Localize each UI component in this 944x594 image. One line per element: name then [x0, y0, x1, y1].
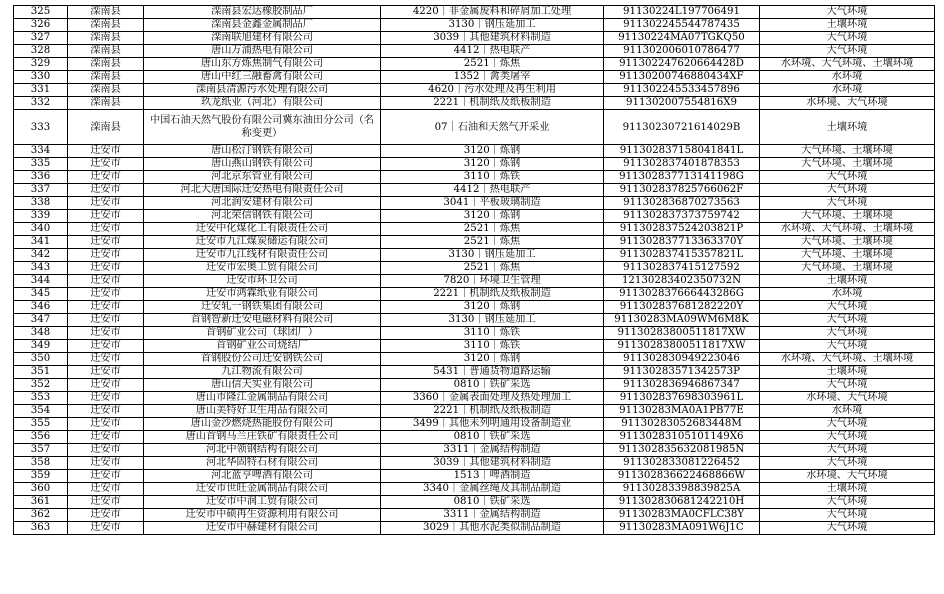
environment-type-cell: 大气环境、土壤环境	[760, 145, 935, 158]
environment-type-cell: 大气环境	[760, 184, 935, 197]
company-name-cell: 河北荣信钢铁有限公司	[144, 210, 381, 223]
industry-cell: 5431｜普通货物道路运输	[381, 366, 604, 379]
environment-type-cell: 大气环境	[760, 457, 935, 470]
company-name-cell: 唐山信天实业有限公司	[144, 379, 381, 392]
company-name-cell: 唐山万浦热电有限公司	[144, 45, 381, 58]
industry-cell: 3340｜金属丝绳及其制品制造	[381, 483, 604, 496]
row-number-cell: 338	[14, 197, 68, 210]
county-cell: 滦南县	[68, 110, 144, 145]
industry-cell: 4412｜热电联产	[381, 45, 604, 58]
company-name-cell: 唐山市隆江金属制品有限公司	[144, 392, 381, 405]
company-name-cell: 唐山首钢马兰庄铁矿有限责任公司	[144, 431, 381, 444]
company-name-cell: 迁安市中硕再生资源利用有限公司	[144, 509, 381, 522]
table-row	[14, 249, 935, 262]
credit-code-cell: 911302837415357821L	[604, 249, 760, 262]
table-row	[14, 58, 935, 71]
table-row	[14, 145, 935, 158]
table-body	[14, 6, 935, 535]
environment-type-cell: 大气环境	[760, 431, 935, 444]
county-cell: 滦南县	[68, 84, 144, 97]
environment-type-cell: 大气环境	[760, 327, 935, 340]
industry-cell: 1513｜啤酒制造	[381, 470, 604, 483]
industry-cell: 1352｜禽类屠宰	[381, 71, 604, 84]
environment-type-cell: 大气环境、土壤环境	[760, 262, 935, 275]
industry-cell: 2521｜炼焦	[381, 262, 604, 275]
environment-type-cell: 大气环境	[760, 509, 935, 522]
environment-type-cell: 土壤环境	[760, 483, 935, 496]
row-number-cell: 346	[14, 301, 68, 314]
county-cell: 迁安市	[68, 236, 144, 249]
industry-cell: 3120｜炼钢	[381, 158, 604, 171]
credit-code-cell: 91130283MA09WM6M8K	[604, 314, 760, 327]
row-number-cell: 334	[14, 145, 68, 158]
environment-type-cell: 大气环境	[760, 418, 935, 431]
enterprise-table	[13, 5, 935, 535]
county-cell: 迁安市	[68, 327, 144, 340]
county-cell: 迁安市	[68, 457, 144, 470]
industry-cell: 3360｜金属表面处理及热处理加工	[381, 392, 604, 405]
company-name-cell: 滦南县清源污水处理有限公司	[144, 84, 381, 97]
credit-code-cell: 911302007554816X9	[604, 97, 760, 110]
county-cell: 迁安市	[68, 249, 144, 262]
county-cell: 迁安市	[68, 392, 144, 405]
company-name-cell: 河北华固特石材有限公司	[144, 457, 381, 470]
company-name-cell: 迁安轧一钢铁集团有限公司	[144, 301, 381, 314]
credit-code-cell: 911302245544787435	[604, 19, 760, 32]
environment-type-cell: 水环境	[760, 288, 935, 301]
county-cell: 滦南县	[68, 6, 144, 19]
industry-cell: 0810｜铁矿采选	[381, 496, 604, 509]
company-name-cell: 九江物流有限公司	[144, 366, 381, 379]
company-name-cell: 滦南县宏达橡胶制品厂	[144, 6, 381, 19]
row-number-cell: 341	[14, 236, 68, 249]
credit-code-cell: 911302837666443286G	[604, 288, 760, 301]
industry-cell: 3499｜其他未列明通用设备制造业	[381, 418, 604, 431]
row-number-cell: 335	[14, 158, 68, 171]
environment-type-cell: 大气环境	[760, 301, 935, 314]
industry-cell: 3029｜其他水泥类似制品制造	[381, 522, 604, 535]
county-cell: 迁安市	[68, 223, 144, 236]
county-cell: 迁安市	[68, 301, 144, 314]
credit-code-cell: 911302837713141198G	[604, 171, 760, 184]
row-number-cell: 360	[14, 483, 68, 496]
table-row	[14, 418, 935, 431]
credit-code-cell: 91130283MA0CFLC38Y	[604, 509, 760, 522]
row-number-cell: 345	[14, 288, 68, 301]
row-number-cell: 359	[14, 470, 68, 483]
county-cell: 迁安市	[68, 405, 144, 418]
row-number-cell: 339	[14, 210, 68, 223]
company-name-cell: 河北蓝亨啤酒有限公司	[144, 470, 381, 483]
environment-type-cell: 水环境、大气环境	[760, 470, 935, 483]
environment-type-cell: 大气环境、土壤环境	[760, 158, 935, 171]
row-number-cell: 353	[14, 392, 68, 405]
credit-code-cell: 911302837524203821P	[604, 223, 760, 236]
table-row	[14, 84, 935, 97]
industry-cell: 3120｜炼钢	[381, 353, 604, 366]
row-number-cell: 336	[14, 171, 68, 184]
table-row	[14, 45, 935, 58]
row-number-cell: 354	[14, 405, 68, 418]
credit-code-cell: 91130283800511817XW	[604, 327, 760, 340]
industry-cell: 3039｜其他建筑材料制造	[381, 457, 604, 470]
credit-code-cell: 911302830949223046	[604, 353, 760, 366]
row-number-cell: 332	[14, 97, 68, 110]
company-name-cell: 迁安市环卫公司	[144, 275, 381, 288]
environment-type-cell: 大气环境	[760, 197, 935, 210]
table-row	[14, 353, 935, 366]
company-name-cell: 河北润安建材有限公司	[144, 197, 381, 210]
industry-cell: 4620｜污水处理及再生利用	[381, 84, 604, 97]
county-cell: 迁安市	[68, 418, 144, 431]
environment-type-cell: 水环境	[760, 71, 935, 84]
credit-code-cell: 91130283MA0A1PB77E	[604, 405, 760, 418]
environment-type-cell: 水环境、大气环境、土壤环境	[760, 223, 935, 236]
company-name-cell: 迁安市中润工贸有限公司	[144, 496, 381, 509]
credit-code-cell: 911302836622468866W	[604, 470, 760, 483]
company-name-cell: 首钢股份公司迁安钢铁公司	[144, 353, 381, 366]
environment-type-cell: 大气环境、土壤环境	[760, 210, 935, 223]
company-name-cell: 玖龙纸业（河北）有限公司	[144, 97, 381, 110]
row-number-cell: 344	[14, 275, 68, 288]
table-row	[14, 483, 935, 496]
company-name-cell: 迁安中化煤化工有限责任公司	[144, 223, 381, 236]
credit-code-cell: 12130283402350732N	[604, 275, 760, 288]
industry-cell: 3041｜平板玻璃制造	[381, 197, 604, 210]
credit-code-cell: 911302833081226452	[604, 457, 760, 470]
county-cell: 迁安市	[68, 145, 144, 158]
environment-type-cell: 水环境、大气环境、土壤环境	[760, 58, 935, 71]
industry-cell: 2221｜机制纸及纸板制造	[381, 288, 604, 301]
county-cell: 迁安市	[68, 171, 144, 184]
table-row	[14, 496, 935, 509]
row-number-cell: 361	[14, 496, 68, 509]
row-number-cell: 337	[14, 184, 68, 197]
industry-cell: 3120｜炼钢	[381, 210, 604, 223]
credit-code-cell: 91130283800511817XW	[604, 340, 760, 353]
industry-cell: 4220｜非金属废料和碎屑加工处理	[381, 6, 604, 19]
credit-code-cell: 911302837158041841L	[604, 145, 760, 158]
industry-cell: 3110｜炼铁	[381, 327, 604, 340]
county-cell: 迁安市	[68, 522, 144, 535]
credit-code-cell: 91130224MA07TGKQ50	[604, 32, 760, 45]
table-row	[14, 223, 935, 236]
county-cell: 迁安市	[68, 444, 144, 457]
environment-type-cell: 大气环境	[760, 340, 935, 353]
row-number-cell: 363	[14, 522, 68, 535]
table-row	[14, 262, 935, 275]
industry-cell: 3130｜钢压延加工	[381, 314, 604, 327]
table-row	[14, 379, 935, 392]
credit-code-cell: 911302835632081985N	[604, 444, 760, 457]
county-cell: 滦南县	[68, 32, 144, 45]
county-cell: 滦南县	[68, 19, 144, 32]
county-cell: 迁安市	[68, 509, 144, 522]
county-cell: 滦南县	[68, 71, 144, 84]
county-cell: 迁安市	[68, 366, 144, 379]
table-row	[14, 236, 935, 249]
county-cell: 迁安市	[68, 158, 144, 171]
county-cell: 迁安市	[68, 275, 144, 288]
row-number-cell: 326	[14, 19, 68, 32]
table-row	[14, 6, 935, 19]
company-name-cell: 唐山金沙燃烧热能股份有限公司	[144, 418, 381, 431]
row-number-cell: 329	[14, 58, 68, 71]
credit-code-cell: 911302837415127592	[604, 262, 760, 275]
environment-type-cell: 土壤环境	[760, 366, 935, 379]
industry-cell: 7820｜环境卫生管理	[381, 275, 604, 288]
table-row	[14, 275, 935, 288]
table-row	[14, 509, 935, 522]
credit-code-cell: 911302247620664428D	[604, 58, 760, 71]
company-name-cell: 河北京东管业有限公司	[144, 171, 381, 184]
company-name-cell: 迁安市中赫建材有限公司	[144, 522, 381, 535]
credit-code-cell: 911302006010786477	[604, 45, 760, 58]
table-row	[14, 32, 935, 45]
company-name-cell: 迁安市世旺金属制品有限公司	[144, 483, 381, 496]
environment-type-cell: 水环境	[760, 84, 935, 97]
county-cell: 迁安市	[68, 210, 144, 223]
row-number-cell: 343	[14, 262, 68, 275]
company-name-cell: 首钢矿业公司（球团厂）	[144, 327, 381, 340]
industry-cell: 3130｜钢压延加工	[381, 19, 604, 32]
credit-code-cell: 911302245533457896	[604, 84, 760, 97]
company-name-cell: 唐山中红三融畜禽有限公司	[144, 71, 381, 84]
company-name-cell: 唐山东方炼焦制气有限公司	[144, 58, 381, 71]
environment-type-cell: 土壤环境	[760, 110, 935, 145]
row-number-cell: 348	[14, 327, 68, 340]
environment-type-cell: 大气环境	[760, 171, 935, 184]
industry-cell: 2221｜机制纸及纸板制造	[381, 405, 604, 418]
environment-type-cell: 水环境、大气环境、土壤环境	[760, 353, 935, 366]
county-cell: 迁安市	[68, 197, 144, 210]
county-cell: 迁安市	[68, 184, 144, 197]
row-number-cell: 351	[14, 366, 68, 379]
county-cell: 迁安市	[68, 470, 144, 483]
credit-code-cell: 91130230721614029B	[604, 110, 760, 145]
environment-type-cell: 大气环境	[760, 379, 935, 392]
company-name-cell: 首钢矿业公司烧结厂	[144, 340, 381, 353]
industry-cell: 3110｜炼铁	[381, 340, 604, 353]
company-name-cell: 唐山燕山钢铁有限公司	[144, 158, 381, 171]
county-cell: 迁安市	[68, 431, 144, 444]
table-row	[14, 288, 935, 301]
table-row	[14, 405, 935, 418]
table-row	[14, 158, 935, 171]
industry-cell: 2521｜炼焦	[381, 58, 604, 71]
table-row	[14, 327, 935, 340]
industry-cell: 2221｜机制纸及纸板制造	[381, 97, 604, 110]
county-cell: 迁安市	[68, 340, 144, 353]
table-row	[14, 314, 935, 327]
row-number-cell: 352	[14, 379, 68, 392]
table-row	[14, 457, 935, 470]
county-cell: 滦南县	[68, 45, 144, 58]
table-row	[14, 184, 935, 197]
company-name-cell: 中国石油天然气股份有限公司冀东油田分公司（名称变更）	[144, 110, 381, 145]
row-number-cell: 358	[14, 457, 68, 470]
company-name-cell: 河北大唐国际迁安热电有限责任公司	[144, 184, 381, 197]
company-name-cell: 滦南联旭建材有限公司	[144, 32, 381, 45]
county-cell: 迁安市	[68, 379, 144, 392]
table-row	[14, 431, 935, 444]
row-number-cell: 328	[14, 45, 68, 58]
county-cell: 迁安市	[68, 483, 144, 496]
credit-code-cell: 91130283052683448M	[604, 418, 760, 431]
environment-type-cell: 土壤环境	[760, 19, 935, 32]
industry-cell: 3110｜炼铁	[381, 171, 604, 184]
environment-type-cell: 大气环境	[760, 32, 935, 45]
company-name-cell: 迁安市宏奥工贸有限公司	[144, 262, 381, 275]
environment-type-cell: 大气环境	[760, 45, 935, 58]
industry-cell: 0810｜铁矿采选	[381, 379, 604, 392]
row-number-cell: 333	[14, 110, 68, 145]
environment-type-cell: 水环境	[760, 405, 935, 418]
company-name-cell: 唐山美特好卫生用品有限公司	[144, 405, 381, 418]
company-name-cell: 迁安市九江煤炭储运有限公司	[144, 236, 381, 249]
credit-code-cell: 911302837681282220Y	[604, 301, 760, 314]
industry-cell: 3120｜炼钢	[381, 301, 604, 314]
credit-code-cell: 911302837713363370Y	[604, 236, 760, 249]
table-row	[14, 110, 935, 145]
credit-code-cell: 91130283398839825A	[604, 483, 760, 496]
industry-cell: 3120｜炼钢	[381, 145, 604, 158]
environment-type-cell: 大气环境	[760, 496, 935, 509]
row-number-cell: 340	[14, 223, 68, 236]
county-cell: 滦南县	[68, 58, 144, 71]
credit-code-cell: 91130283105101149X6	[604, 431, 760, 444]
table-row	[14, 97, 935, 110]
company-name-cell: 滦南县金鑫金属制品厂	[144, 19, 381, 32]
credit-code-cell: 911302837825766062F	[604, 184, 760, 197]
environment-type-cell: 大气环境、土壤环境	[760, 249, 935, 262]
county-cell: 迁安市	[68, 353, 144, 366]
row-number-cell: 349	[14, 340, 68, 353]
industry-cell: 3039｜其他建筑材料制造	[381, 32, 604, 45]
credit-code-cell: 911302837401878353	[604, 158, 760, 171]
credit-code-cell: 911302830681242210H	[604, 496, 760, 509]
table-row	[14, 19, 935, 32]
credit-code-cell: 91130200746880434XF	[604, 71, 760, 84]
credit-code-cell: 911302836870273563	[604, 197, 760, 210]
company-name-cell: 迁安市鸿霖纸业有限公司	[144, 288, 381, 301]
environment-type-cell: 大气环境	[760, 314, 935, 327]
table-row	[14, 522, 935, 535]
credit-code-cell: 911302836946867347	[604, 379, 760, 392]
county-cell: 迁安市	[68, 496, 144, 509]
row-number-cell: 325	[14, 6, 68, 19]
company-name-cell: 首钢智新迁安电磁材料有限公司	[144, 314, 381, 327]
table-row	[14, 392, 935, 405]
credit-code-cell: 91130283MA091W6J1C	[604, 522, 760, 535]
environment-type-cell: 大气环境	[760, 444, 935, 457]
environment-type-cell: 土壤环境	[760, 275, 935, 288]
company-name-cell: 迁安市九江线材有限责任公司	[144, 249, 381, 262]
company-name-cell: 河北中领钢结构有限公司	[144, 444, 381, 457]
table-row	[14, 197, 935, 210]
row-number-cell: 330	[14, 71, 68, 84]
company-name-cell: 唐山松汀钢铁有限公司	[144, 145, 381, 158]
row-number-cell: 342	[14, 249, 68, 262]
row-number-cell: 350	[14, 353, 68, 366]
industry-cell: 3311｜金属结构制造	[381, 444, 604, 457]
credit-code-cell: 911302837373759742	[604, 210, 760, 223]
industry-cell: 3130｜钢压延加工	[381, 249, 604, 262]
credit-code-cell: 911302837698303961L	[604, 392, 760, 405]
environment-type-cell: 水环境、大气环境	[760, 392, 935, 405]
row-number-cell: 355	[14, 418, 68, 431]
county-cell: 迁安市	[68, 262, 144, 275]
row-number-cell: 362	[14, 509, 68, 522]
credit-code-cell: 91130224L197706491	[604, 6, 760, 19]
county-cell: 迁安市	[68, 288, 144, 301]
table-row	[14, 444, 935, 457]
credit-code-cell: 91130283571342573P	[604, 366, 760, 379]
environment-type-cell: 水环境、大气环境	[760, 97, 935, 110]
row-number-cell: 331	[14, 84, 68, 97]
industry-cell: 3311｜金属结构制造	[381, 509, 604, 522]
county-cell: 滦南县	[68, 97, 144, 110]
row-number-cell: 327	[14, 32, 68, 45]
table-row	[14, 210, 935, 223]
table-row	[14, 366, 935, 379]
table-row	[14, 71, 935, 84]
industry-cell: 0810｜铁矿采选	[381, 431, 604, 444]
row-number-cell: 356	[14, 431, 68, 444]
row-number-cell: 347	[14, 314, 68, 327]
table-row	[14, 340, 935, 353]
environment-type-cell: 大气环境、土壤环境	[760, 236, 935, 249]
table-row	[14, 470, 935, 483]
table-row	[14, 171, 935, 184]
industry-cell: 07｜石油和天然气开采业	[381, 110, 604, 145]
industry-cell: 2521｜炼焦	[381, 223, 604, 236]
table-row	[14, 301, 935, 314]
industry-cell: 4412｜热电联产	[381, 184, 604, 197]
county-cell: 迁安市	[68, 314, 144, 327]
industry-cell: 2521｜炼焦	[381, 236, 604, 249]
environment-type-cell: 大气环境	[760, 6, 935, 19]
row-number-cell: 357	[14, 444, 68, 457]
environment-type-cell: 大气环境	[760, 522, 935, 535]
